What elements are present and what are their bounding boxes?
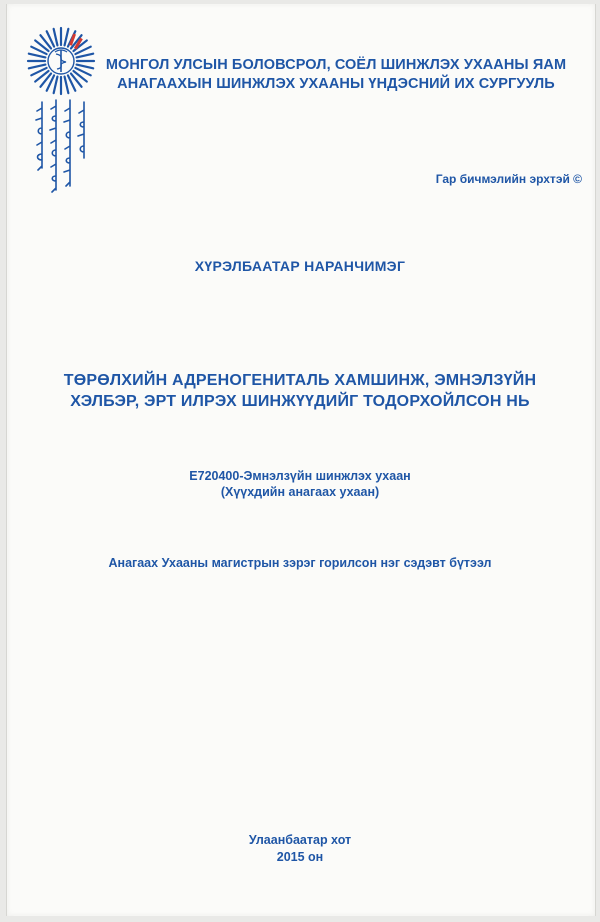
mongol-script-icon [30, 98, 96, 198]
header-line-ministry: МОНГОЛ УЛСЫН БОЛОВСРОЛ, СОЁЛ ШИНЖЛЭХ УХААНЫ ЯАМ [105, 57, 567, 73]
city: Улаанбаатар хот [248, 833, 352, 847]
thesis-title-line-2: ХЭЛБЭР, ЭРТ ИЛРЭХ ШИНЖҮҮДИЙГ ТОДОРХОЙЛСОН НЬ [70, 393, 530, 410]
header-line-university: АНАГААХЫН ШИНЖЛЭХ УХААНЫ ҮНДЭСНИЙ ИХ СУРГУУЛЬ [117, 76, 555, 92]
thesis-title-line-1: ТӨРӨЛХИЙН АДРЕНОГЕНИТАЛЬ ХАМШИНЖ, ЭМНЭЛЗҮЙН [63, 372, 537, 389]
place-and-year [0, 832, 600, 866]
specialty-block [0, 468, 600, 500]
degree-statement: Анагаах Ухааны магистрын зэрэг горилсон нэг сэдэвт бүтээл [108, 556, 492, 570]
ministry-header [96, 56, 576, 94]
university-logo-icon [26, 26, 96, 96]
author-name: ХҮРЭЛБААТАР НАРАНЧИМЭГ [194, 258, 406, 274]
specialty-field: (Хүүхдийн анагаах ухаан) [220, 485, 380, 499]
specialty-code: Е720400-Эмнэлзүйн шинжлэх ухаан [189, 469, 411, 483]
year: 2015 он [276, 850, 324, 864]
thesis-title [40, 370, 560, 412]
copyright-notice: Гар бичмэлийн эрхтэй © [435, 172, 582, 186]
